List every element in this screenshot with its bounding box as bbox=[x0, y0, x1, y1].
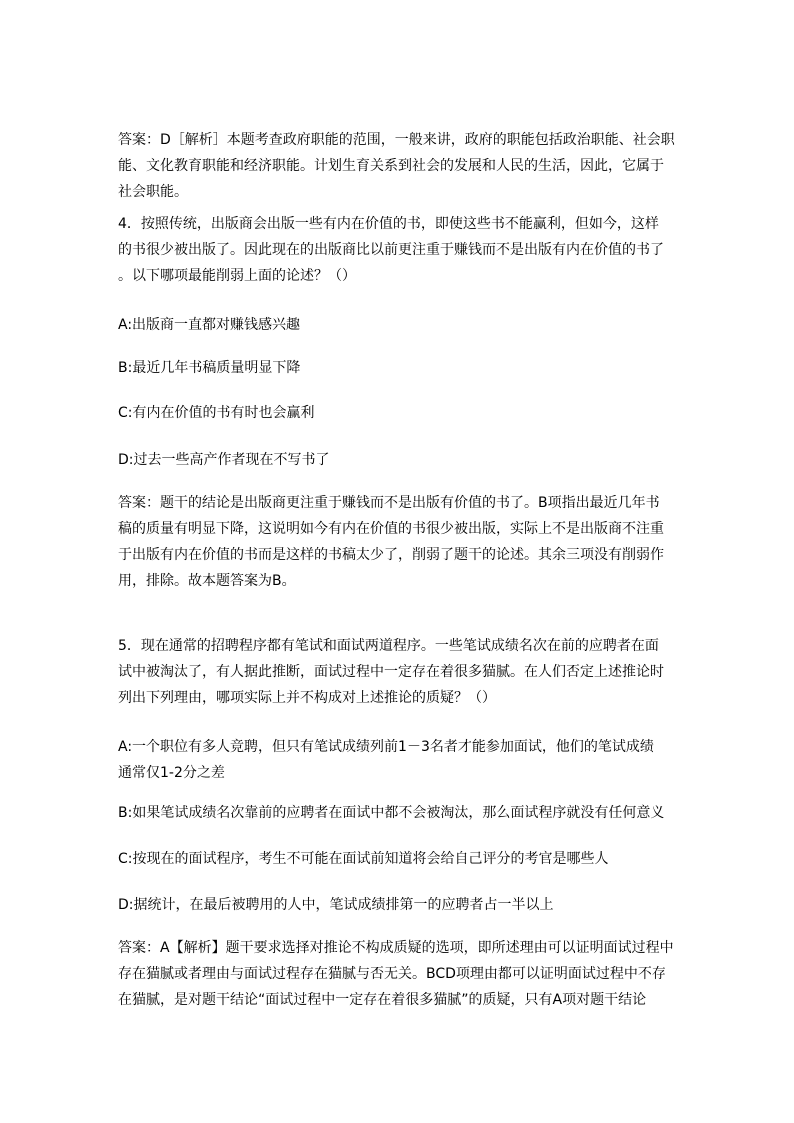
option-text: C:有内在价值的书有时也会赢利 bbox=[118, 405, 315, 421]
option-text: 通常仅1-2分之差 bbox=[118, 765, 225, 781]
question-line: 列出下列理由，哪项实际上并不构成对上述推论的质疑？（） bbox=[118, 690, 496, 706]
answer-line: 答案：A【解析】题干要求选择对推论不构成质疑的选项，即所述理由可以证明面试过程中 bbox=[118, 940, 674, 956]
option-text: C:按现在的面试程序，考生不可能在面试前知道将会给自己评分的考官是哪些人 bbox=[118, 851, 609, 867]
option-text: A:出版商一直都对赚钱感兴趣 bbox=[118, 317, 301, 333]
answer-line: 于出版有内在价值的书而是这样的书稿太少了，削弱了题干的论述。其余三项没有削弱作 bbox=[118, 547, 664, 563]
answer-line: 存在猫腻或者理由与面试过程存在猫腻与否无关。BCD项理由都可以证明面试过程中不存 bbox=[118, 966, 666, 982]
question-5-option-a bbox=[118, 734, 678, 786]
question-4-option-c bbox=[118, 400, 678, 426]
question-5-option-b bbox=[118, 800, 678, 826]
option-text: D:据统计，在最后被聘用的人中，笔试成绩排第一的应聘者占一半以上 bbox=[118, 897, 554, 913]
question-5-answer bbox=[118, 935, 678, 1013]
option-text: B:如果笔试成绩名次靠前的应聘者在面试中都不会被淘汰，那么面试程序就没有任何意义 bbox=[118, 805, 665, 821]
question-line: 5．现在通常的招聘程序都有笔试和面试两道程序。一些笔试成绩名次在前的应聘者在面 bbox=[118, 638, 659, 654]
question-line: 的书很少被出版了。因此现在的出版商比以前更注重于赚钱而不是出版有内在价值的书了 bbox=[118, 242, 664, 258]
question-4-answer bbox=[118, 490, 678, 594]
answer-line: 能、文化教育职能和经济职能。计划生育关系到社会的发展和人民的生活，因此，它属于 bbox=[118, 158, 664, 174]
question-4-option-d bbox=[118, 447, 678, 473]
answer-line: 答案：题干的结论是出版商更注重于赚钱而不是出版有价值的书了。B项指出最近几年书 bbox=[118, 495, 660, 511]
question-4-option-b bbox=[118, 355, 678, 381]
question-4-option-a bbox=[118, 312, 678, 338]
question-line: 。以下哪项最能削弱上面的论述？（） bbox=[118, 268, 356, 284]
answer-q3 bbox=[118, 127, 678, 205]
question-4-stem bbox=[118, 211, 678, 289]
answer-line: 答案：D［解析］本题考查政府职能的范围，一般来讲，政府的职能包括政治职能、社会职 bbox=[118, 132, 675, 148]
answer-line: 社会职能。 bbox=[118, 184, 188, 200]
question-line: 4．按照传统，出版商会出版一些有内在价值的书，即使这些书不能赢利，但如今，这样 bbox=[118, 216, 659, 232]
answer-line: 用，排除。故本题答案为B。 bbox=[118, 573, 296, 589]
question-line: 试中被淘汰了，有人据此推断，面试过程中一定存在着很多猫腻。在人们否定上述推论时 bbox=[118, 664, 664, 680]
question-5-stem bbox=[118, 633, 678, 711]
answer-line: 在猫腻，是对题干结论“面试过程中一定存在着很多猫腻”的质疑，只有A项对题干结论 bbox=[118, 992, 647, 1008]
option-text: B:最近几年书稿质量明显下降 bbox=[118, 360, 301, 376]
option-text: D:过去一些高产作者现在不写书了 bbox=[118, 452, 330, 468]
question-5-option-c bbox=[118, 846, 678, 872]
option-text: A:一个职位有多人竞聘，但只有笔试成绩列前1－3名者才能参加面试，他们的笔试成绩 bbox=[118, 739, 654, 755]
question-5-option-d bbox=[118, 892, 678, 918]
answer-line: 稿的质量有明显下降，这说明如今有内在价值的书很少被出版，实际上不是出版商不注重 bbox=[118, 521, 664, 537]
